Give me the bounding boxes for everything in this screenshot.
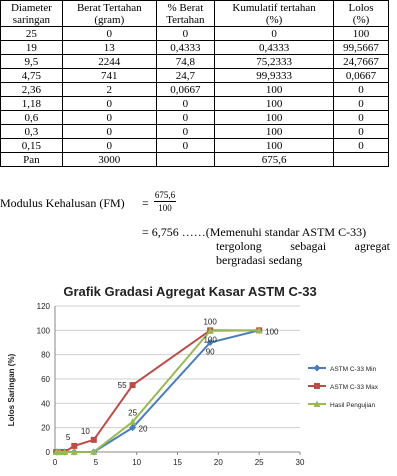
sieve-analysis-table bbox=[0, 0, 389, 167]
legend-marker bbox=[314, 365, 321, 372]
table-cell: 0 bbox=[156, 27, 214, 41]
table-cell: 2,36 bbox=[1, 83, 63, 97]
data-label: 100 bbox=[203, 317, 217, 327]
table-cell: 0 bbox=[62, 111, 156, 125]
table-cell: 0 bbox=[62, 97, 156, 111]
data-label: 10 bbox=[80, 426, 90, 436]
table-cell: 4,75 bbox=[1, 69, 63, 83]
data-label: 90 bbox=[205, 347, 215, 357]
data-label: 100 bbox=[203, 335, 217, 345]
table-cell: 100 bbox=[334, 27, 389, 41]
table-row bbox=[1, 55, 389, 69]
legend-label: Hasil Pengujian bbox=[330, 402, 376, 409]
table-cell: 741 bbox=[62, 69, 156, 83]
x-tick-label: 30 bbox=[295, 458, 305, 467]
table-cell: 99,9333 bbox=[215, 69, 334, 83]
x-tick-label: 10 bbox=[132, 458, 142, 467]
fm-result-line1: = 6,756 ……(Memenuhi standar ASTM C-33) bbox=[142, 225, 367, 239]
x-tick-label: 20 bbox=[213, 458, 223, 467]
table-cell: 0 bbox=[215, 27, 334, 41]
data-label: 55 bbox=[117, 381, 127, 391]
chart-title: Grafik Gradasi Agregat Kasar ASTM C-33 bbox=[63, 284, 317, 299]
table-cell bbox=[156, 153, 214, 167]
table-cell: 0,3 bbox=[1, 125, 63, 139]
table-cell: 100 bbox=[215, 83, 334, 97]
legend-marker bbox=[314, 383, 320, 389]
chart-data-labels bbox=[66, 317, 279, 442]
table-cell: 99,5667 bbox=[334, 41, 389, 55]
table-row bbox=[1, 27, 389, 41]
table-cell: 74,8 bbox=[156, 55, 214, 69]
table-cell: 0 bbox=[156, 111, 214, 125]
table-cell: 100 bbox=[215, 139, 334, 153]
data-label: 5 bbox=[65, 432, 71, 442]
gradation-chart bbox=[0, 280, 397, 476]
data-label: 25 bbox=[128, 408, 138, 418]
fm-equals: = bbox=[142, 196, 149, 210]
legend-label: ASTM C-33 Min bbox=[330, 366, 377, 373]
table-row bbox=[1, 97, 389, 111]
table-cell: 0 bbox=[62, 27, 156, 41]
table-cell: 2244 bbox=[62, 55, 156, 69]
table-cell: 3000 bbox=[62, 153, 156, 167]
table-cell: 100 bbox=[215, 125, 334, 139]
fm-numerator: 675,6 bbox=[154, 190, 176, 200]
table-cell: 2 bbox=[62, 83, 156, 97]
table-header-row bbox=[1, 1, 389, 27]
table-cell: 0,0667 bbox=[156, 83, 214, 97]
table-cell bbox=[334, 153, 389, 167]
table-cell: 0,4333 bbox=[215, 41, 334, 55]
table-row bbox=[1, 153, 389, 167]
x-tick-label: 25 bbox=[254, 458, 264, 467]
y-tick-label: 80 bbox=[41, 350, 50, 360]
table-cell: 0,6 bbox=[1, 111, 63, 125]
table-cell: 0 bbox=[62, 125, 156, 139]
fm-result bbox=[142, 225, 390, 267]
table-cell: 24,7 bbox=[156, 69, 214, 83]
data-label: 20 bbox=[138, 424, 148, 434]
table-cell: 0,0667 bbox=[334, 69, 389, 83]
table-cell: 675,6 bbox=[215, 153, 334, 167]
table-row bbox=[1, 69, 389, 83]
table-cell: 75,2333 bbox=[215, 55, 334, 69]
data-point-astm-c-33-max bbox=[71, 443, 77, 449]
table-cell: 100 bbox=[215, 111, 334, 125]
table-cell: 9,5 bbox=[1, 55, 63, 69]
table-cell: 0,15 bbox=[1, 139, 63, 153]
y-tick-label: 40 bbox=[41, 399, 50, 409]
y-tick-label: 120 bbox=[36, 302, 50, 311]
table-cell: 24,7667 bbox=[334, 55, 389, 69]
table-row bbox=[1, 111, 389, 125]
table-row bbox=[1, 41, 389, 55]
table-cell: 0 bbox=[156, 97, 214, 111]
x-tick-label: 15 bbox=[173, 458, 182, 467]
fm-fraction bbox=[154, 190, 176, 213]
y-tick-label: 100 bbox=[36, 326, 50, 336]
table-cell: 19 bbox=[1, 41, 63, 55]
table-cell: 0 bbox=[334, 125, 389, 139]
table-cell: Pan bbox=[1, 153, 63, 167]
table-cell: 25 bbox=[1, 27, 63, 41]
fm-result-line2: tergolong sebagai agregat bergradasi sedang bbox=[216, 239, 390, 267]
table-row bbox=[1, 83, 389, 97]
table-cell: 0 bbox=[334, 83, 389, 97]
data-label: 100 bbox=[265, 327, 279, 337]
header-kumulatif: Kumulatif tertahan (%) bbox=[215, 1, 334, 27]
table-row bbox=[1, 139, 389, 153]
table-cell: 100 bbox=[215, 97, 334, 111]
table-cell: 0 bbox=[156, 125, 214, 139]
table-body bbox=[1, 27, 389, 167]
table-cell: 0 bbox=[334, 139, 389, 153]
fm-denominator: 100 bbox=[158, 203, 172, 213]
y-tick-label: 60 bbox=[41, 375, 50, 384]
header-persen-berat: % Berat Tertahan bbox=[156, 1, 214, 27]
table-cell: 0 bbox=[62, 139, 156, 153]
y-tick-label: 0 bbox=[45, 448, 50, 457]
table-cell: 13 bbox=[62, 41, 156, 55]
table-cell: 0,4333 bbox=[156, 41, 214, 55]
chart-plot-area bbox=[53, 327, 263, 456]
table-cell: 1,18 bbox=[1, 97, 63, 111]
table-row bbox=[1, 125, 389, 139]
x-tick-label: 0 bbox=[52, 458, 58, 467]
x-tick-label: 5 bbox=[93, 458, 99, 467]
data-point-astm-c-33-max bbox=[130, 382, 136, 388]
header-diameter: Diameter saringan bbox=[1, 1, 63, 27]
fm-label: Modulus Kehalusan (FM) bbox=[0, 196, 125, 210]
chart-legend bbox=[308, 365, 379, 410]
y-tick-label: 20 bbox=[41, 423, 50, 433]
legend-label: ASTM C-33 Max bbox=[330, 384, 379, 391]
table-cell: 0 bbox=[156, 139, 214, 153]
header-berat-tertahan: Berat Tertahan (gram) bbox=[62, 1, 156, 27]
table-cell: 0 bbox=[334, 97, 389, 111]
table-cell: 0 bbox=[334, 111, 389, 125]
header-lolos: Lolos (%) bbox=[334, 1, 389, 27]
data-point-astm-c-33-max bbox=[91, 437, 97, 443]
chart-y-axis-label: Lolos Saringan (%) bbox=[7, 353, 16, 427]
